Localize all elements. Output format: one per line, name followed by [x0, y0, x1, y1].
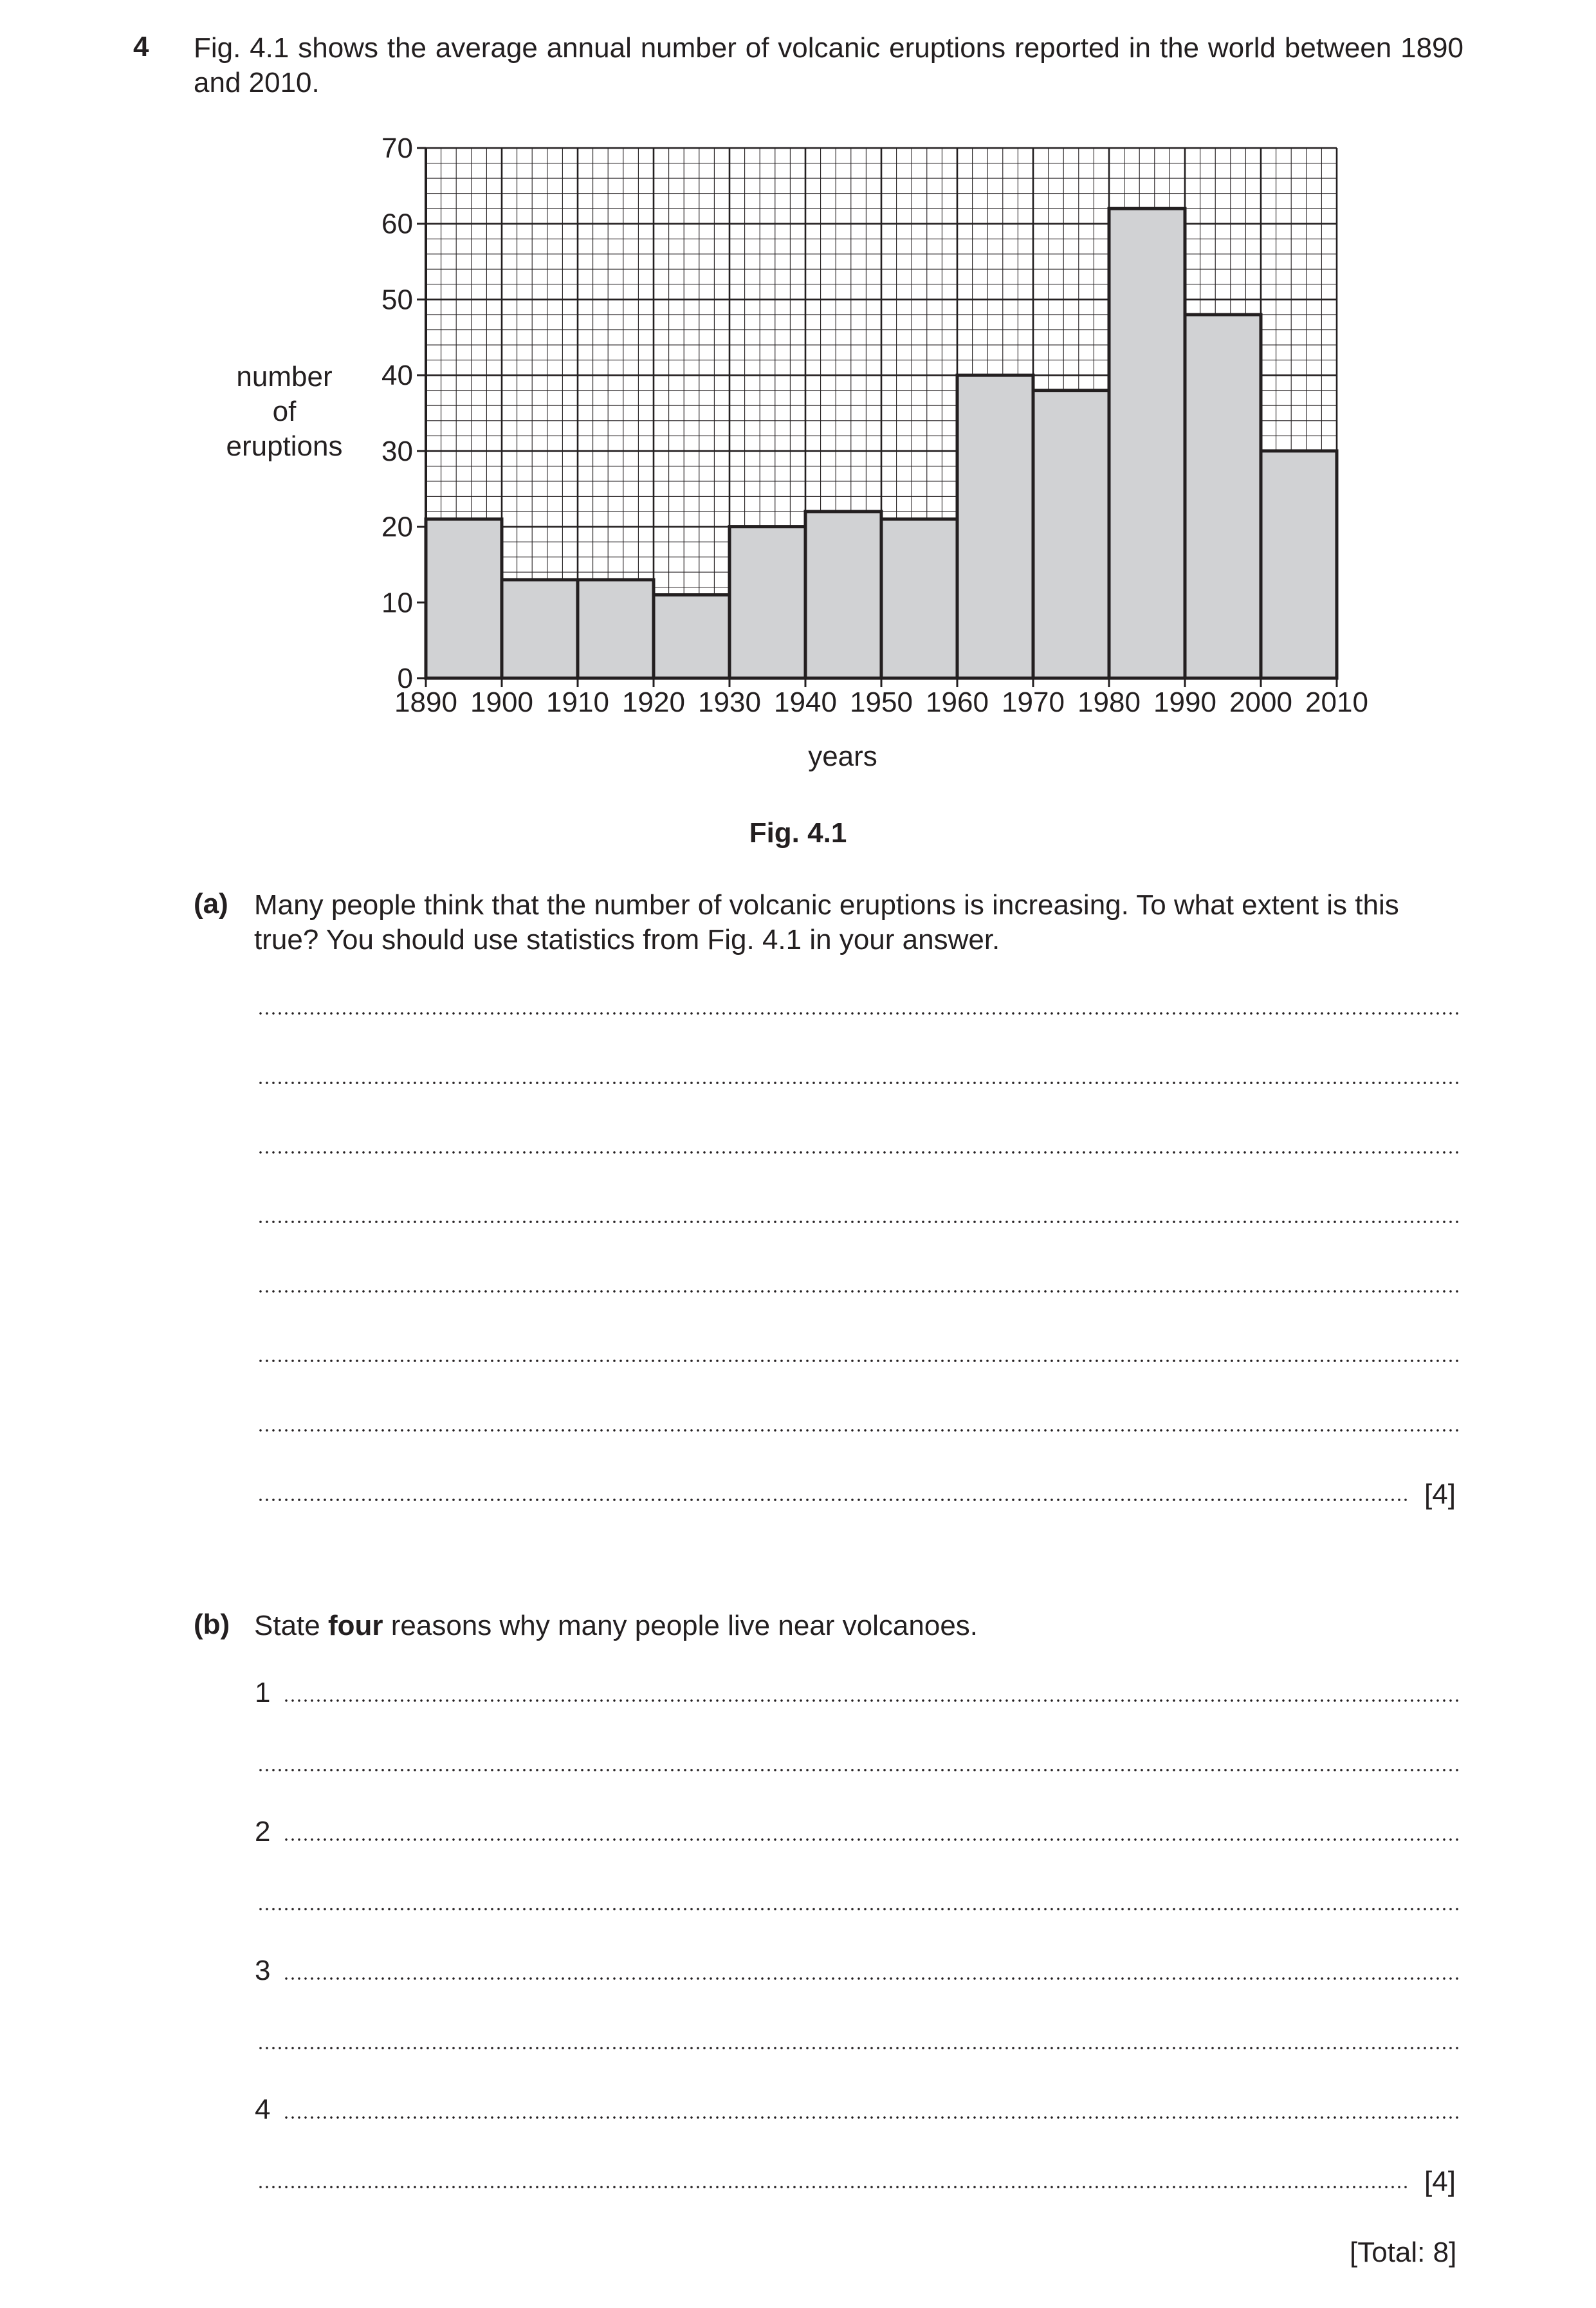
reason-number-4: 4 [255, 2094, 271, 2125]
bar-1990–2000 [1185, 315, 1261, 678]
bar-1970–1980 [1033, 391, 1109, 678]
answer-line-b2b[interactable] [257, 1907, 1462, 1911]
part-b-label: (b) [194, 1609, 230, 1640]
chart-y-tick-labels [381, 133, 426, 694]
total-marks: [Total: 8] [1350, 2237, 1457, 2268]
y-tick-label: 40 [381, 360, 413, 392]
question-number: 4 [133, 31, 149, 62]
x-tick-label: 1990 [1153, 687, 1216, 718]
y-tick-label: 60 [381, 208, 413, 240]
answer-line-b1b[interactable] [257, 1768, 1462, 1772]
answer-line-b3b[interactable] [257, 2046, 1462, 2050]
answer-line-a5[interactable] [257, 1289, 1462, 1293]
y-tick-label: 30 [381, 435, 413, 467]
answer-line-a6[interactable] [257, 1359, 1462, 1363]
chart-y-axis-label-line-2: of [272, 396, 297, 427]
part-a-marks: [4] [1424, 1479, 1456, 1510]
answer-line-a2[interactable] [257, 1081, 1462, 1085]
bar-1920–1930 [654, 595, 729, 678]
bar-2000–2010 [1261, 451, 1337, 678]
part-b-question: State four reasons why many people live near volcanoes. [254, 1610, 978, 1641]
x-tick-label: 1950 [850, 687, 913, 718]
bar-1980–1990 [1109, 208, 1185, 678]
x-tick-label: 1980 [1078, 687, 1141, 718]
chart-x-axis-label: years [808, 741, 877, 772]
part-a-label: (a) [194, 888, 228, 919]
x-tick-label: 2000 [1229, 687, 1292, 718]
x-tick-label: 1970 [1002, 687, 1065, 718]
answer-line-a1[interactable] [257, 1011, 1462, 1015]
answer-line-a4[interactable] [257, 1220, 1462, 1224]
x-tick-label: 1960 [926, 687, 989, 718]
answer-line-b4a[interactable] [283, 2116, 1462, 2119]
x-tick-label: 1900 [470, 687, 533, 718]
bar-1890–1900 [426, 519, 502, 678]
bar-1950–1960 [881, 519, 957, 678]
x-tick-label: 1930 [698, 687, 761, 718]
x-tick-label: 1890 [394, 687, 457, 718]
y-tick-label: 20 [381, 511, 413, 543]
y-tick-label: 50 [381, 284, 413, 316]
reason-number-1: 1 [255, 1677, 271, 1708]
part-b-marks: [4] [1424, 2166, 1456, 2197]
figure-caption: Fig. 4.1 [749, 817, 847, 849]
answer-line-a3[interactable] [257, 1150, 1462, 1154]
answer-line-b2a[interactable] [283, 1838, 1462, 1842]
bar-1930–1940 [729, 527, 805, 678]
answer-line-a7[interactable] [257, 1428, 1462, 1432]
answer-line-a8[interactable] [257, 1498, 1409, 1502]
x-tick-label: 2010 [1305, 687, 1368, 718]
answer-line-b3a[interactable] [283, 1977, 1462, 1980]
y-tick-label: 70 [381, 133, 413, 164]
chart-y-axis-label-line-1: number [236, 361, 333, 392]
part-b-emphasis: four [327, 1610, 383, 1641]
bar-1910–1920 [578, 580, 654, 678]
eruptions-histogram [0, 0, 1596, 798]
question-intro: Fig. 4.1 shows the average annual number of volcanic eruptions reported in the world between 1890 and 2010. [194, 32, 1463, 98]
reason-number-2: 2 [255, 1816, 271, 1847]
reason-number-3: 3 [255, 1955, 271, 1986]
y-tick-label: 0 [397, 663, 413, 694]
x-tick-label: 1910 [546, 687, 609, 718]
answer-line-b1a[interactable] [283, 1699, 1462, 1703]
part-a-question: Many people think that the number of volcanic eruptions is increasing. To what extent is this true? You should use statistics from Fig. 4.1 in your answer. [254, 889, 1399, 956]
x-tick-label: 1920 [622, 687, 685, 718]
bar-1960–1970 [957, 375, 1033, 678]
answer-line-b4b[interactable] [257, 2185, 1409, 2189]
bar-1940–1950 [805, 512, 881, 678]
x-tick-label: 1940 [774, 687, 837, 718]
chart-x-tick-labels [394, 678, 1368, 718]
y-tick-label: 10 [381, 587, 413, 619]
bar-1900–1910 [502, 580, 578, 678]
chart-y-axis-label-line-3: eruptions [226, 430, 343, 462]
